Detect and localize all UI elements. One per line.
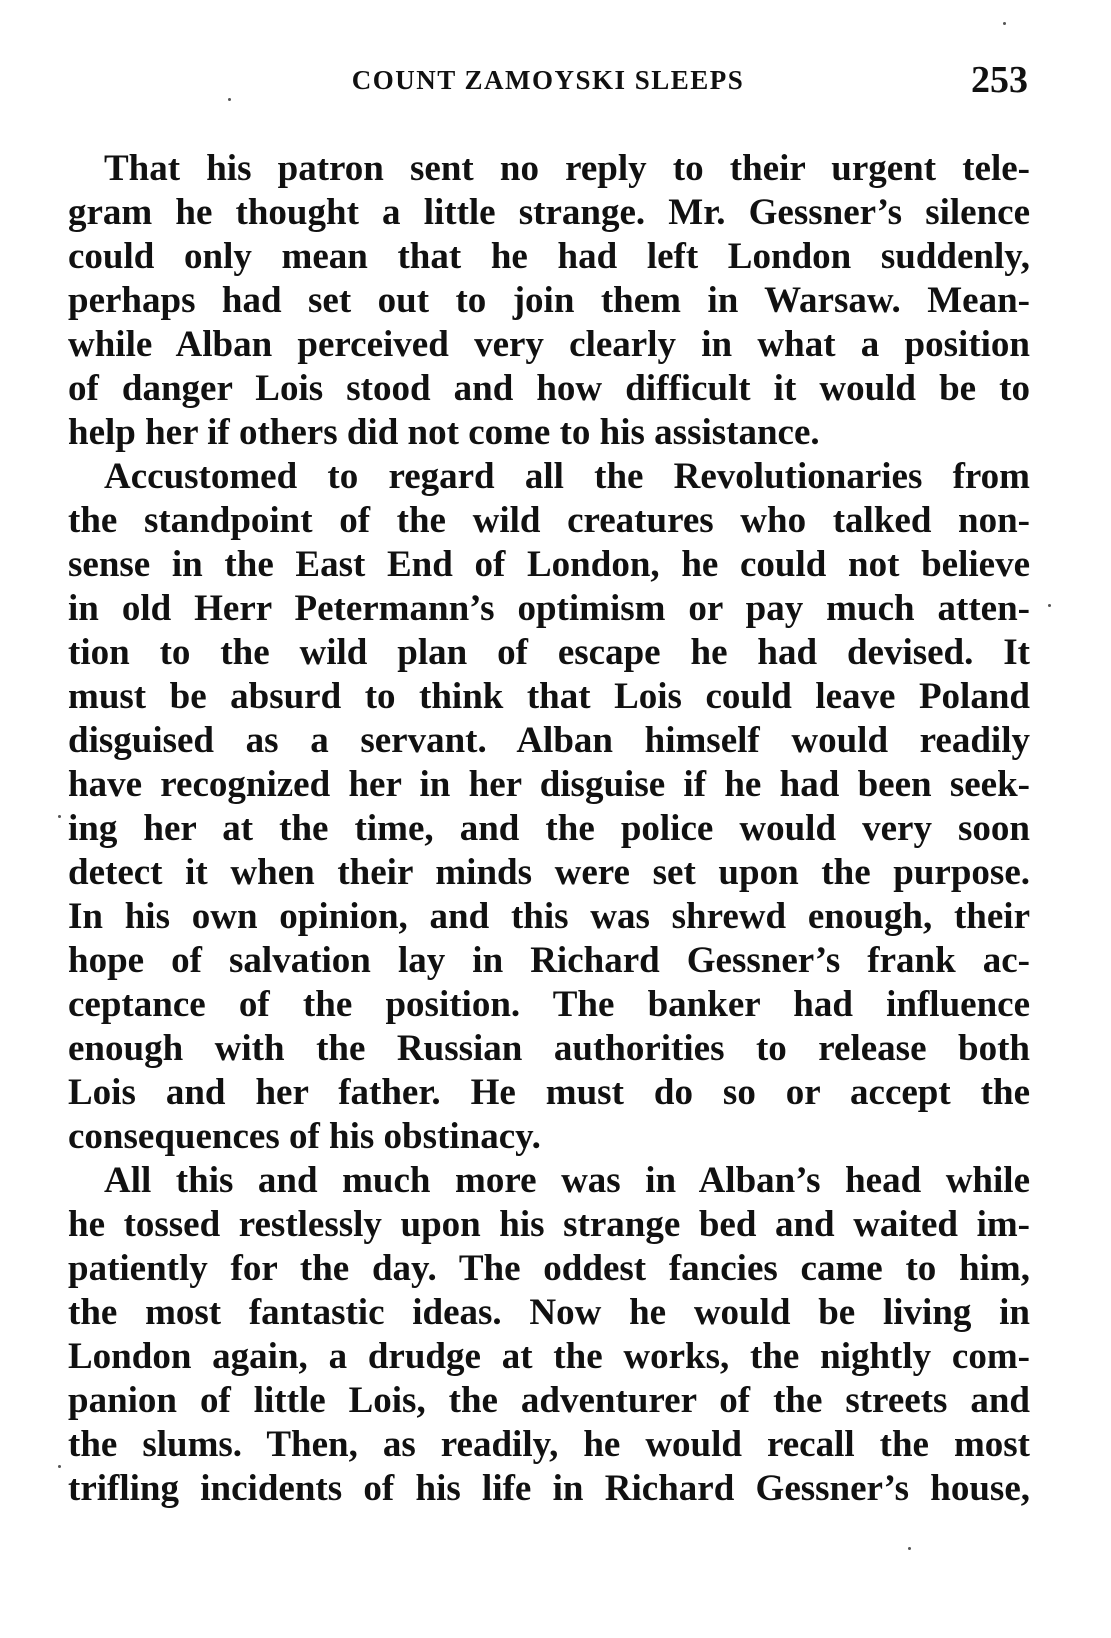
text-line: trifling incidents of his life in Richard Gessner’s house, xyxy=(68,1468,1030,1509)
text-line: All this and much more was in Alban’s head while xyxy=(104,1160,1030,1201)
text-line: In his own opinion, and this was shrewd enough, their xyxy=(68,896,1030,937)
scan-speck xyxy=(228,98,231,101)
text-line: tion to the wild plan of escape he had devised. It xyxy=(68,632,1030,673)
text-line: perhaps had set out to join them in Warsaw. Mean- xyxy=(68,280,1030,321)
text-line: could only mean that he had left London suddenly, xyxy=(68,236,1030,277)
text-line: Lois and her father. He must do so or accept the xyxy=(68,1072,1030,1113)
text-line: patiently for the day. The oddest fancies came to him, xyxy=(68,1248,1030,1289)
text-line: the slums. Then, as readily, he would recall the most xyxy=(68,1424,1030,1465)
text-line: panion of little Lois, the adventurer of the streets and xyxy=(68,1380,1030,1421)
text-line: gram he thought a little strange. Mr. Gessner’s silence xyxy=(68,192,1030,233)
page-number: 253 xyxy=(971,59,1028,101)
text-line: ceptance of the position. The banker had influence xyxy=(68,984,1030,1025)
text-line: consequences of his obstinacy. xyxy=(68,1116,541,1157)
scan-speck xyxy=(58,815,61,818)
text-line: ing her at the time, and the police would very soon xyxy=(68,808,1030,849)
text-line: sense in the East End of London, he could not believe xyxy=(68,544,1030,585)
text-line: Accustomed to regard all the Revolutionaries from xyxy=(104,456,1030,497)
text-line: while Alban perceived very clearly in what a position xyxy=(68,324,1030,365)
text-line: disguised as a servant. Alban himself would readily xyxy=(68,720,1030,761)
text-line: must be absurd to think that Lois could leave Poland xyxy=(68,676,1030,717)
scan-speck xyxy=(58,1465,61,1468)
text-line: the standpoint of the wild creatures who talked non- xyxy=(68,500,1030,541)
scan-speck xyxy=(1003,22,1006,25)
text-line: the most fantastic ideas. Now he would be living in xyxy=(68,1292,1030,1333)
text-line: he tossed restlessly upon his strange bed and waited im- xyxy=(68,1204,1030,1245)
running-head xyxy=(68,55,1028,105)
text-line: hope of salvation lay in Richard Gessner’s frank ac- xyxy=(68,940,1030,981)
text-line: of danger Lois stood and how difficult it would be to xyxy=(68,368,1030,409)
body-text xyxy=(68,147,1030,1511)
scan-speck xyxy=(908,1547,911,1550)
text-line: help her if others did not come to his assistance. xyxy=(68,412,820,453)
text-line: have recognized her in her disguise if he had been seek- xyxy=(68,764,1030,805)
text-line: in old Herr Petermann’s optimism or pay much atten- xyxy=(68,588,1030,629)
text-line: enough with the Russian authorities to release both xyxy=(68,1028,1030,1069)
text-line: That his patron sent no reply to their urgent tele- xyxy=(104,148,1030,189)
text-line: London again, a drudge at the works, the nightly com- xyxy=(68,1336,1030,1377)
text-line: detect it when their minds were set upon the purpose. xyxy=(68,852,1030,893)
running-title: COUNT ZAMOYSKI SLEEPS xyxy=(351,65,745,95)
scan-speck xyxy=(1048,604,1051,607)
